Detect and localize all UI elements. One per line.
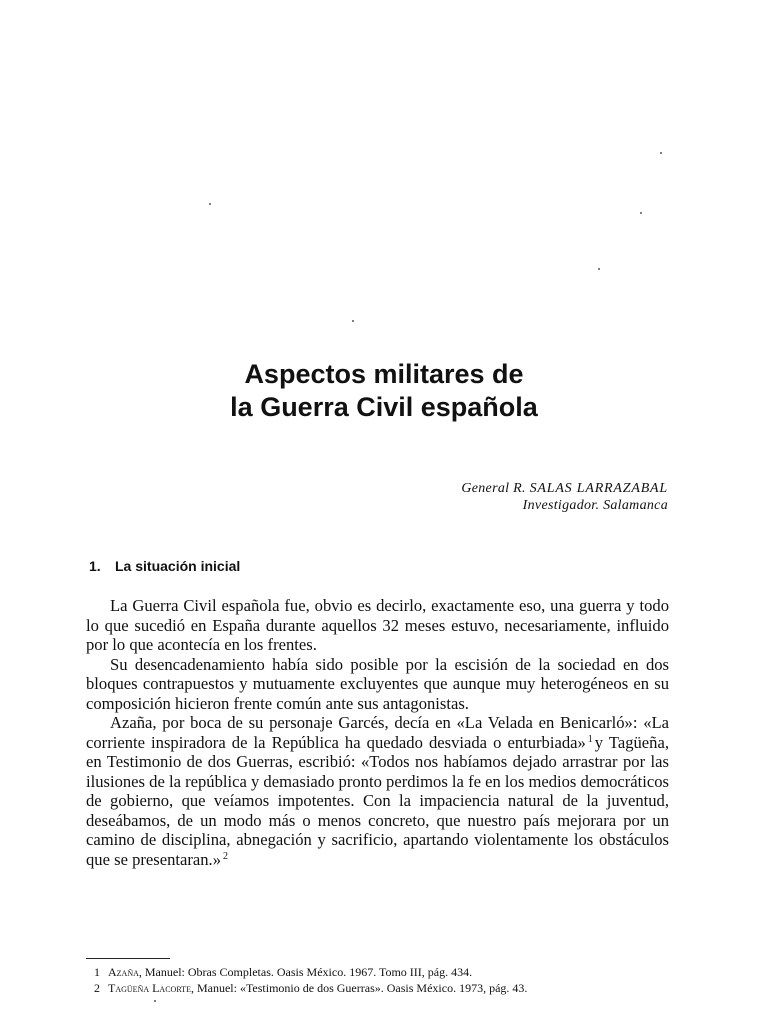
footnote-number: 1 — [94, 965, 100, 979]
author-affiliation: Investigador. Salamanca — [522, 498, 668, 513]
footnote — [86, 980, 686, 996]
section-heading — [89, 558, 240, 575]
scan-speck — [154, 1000, 156, 1002]
article-title-line-1: Aspectos militares de — [244, 359, 524, 389]
paragraph: Su desencadenamiento había sido posible por la escisión de la sociedad en dos bloques contrapuestos y mutuamente excluyentes que aunque muy heterogéneos en su composición hicieron frente común ante sus antagonistas. — [86, 654, 669, 713]
author-byline — [461, 480, 668, 514]
footnote-author: Tagüeña Lacorte — [108, 981, 191, 995]
footnotes — [86, 964, 686, 996]
scan-speck — [598, 268, 600, 270]
footnote-text: , Manuel: Obras Completas. Oasis México. 1967. Tomo III, pág. 434. — [138, 965, 473, 979]
article-title — [0, 358, 768, 424]
footnote-divider — [86, 958, 170, 959]
paragraph — [86, 713, 669, 869]
section-title: La situación inicial — [115, 558, 241, 574]
author-rank: General R. — [461, 481, 526, 496]
article-title-line-2: la Guerra Civil española — [230, 392, 538, 422]
body-text — [86, 596, 669, 869]
paragraph: La Guerra Civil española fue, obvio es decirlo, exactamente eso, una guerra y todo lo que sucedió en España durante aquellos 32 meses estuvo, necesariamente, influido por lo que acontecía en los frentes. — [86, 596, 669, 654]
footnote-reference[interactable]: 2 — [223, 850, 228, 862]
paragraph-text: y Tagüeña, en Testimonio de dos Guerras, escribió: «Todos nos habíamos dejado arrastrar por las ilusiones de la república y demasiado pronto perdimos la fe en los medios democráticos de gobierno, que veíamos impotentes. Con la impaciencia natural de la juventud, deseábamos, de un modo más o menos concreto, que nuestro país mejorara por un camino de disciplina, abnegación y sacrificio, apartando violentamente los obstáculos que se presentaran.» — [86, 732, 669, 869]
author-name: SALAS LARRAZABAL — [529, 481, 668, 496]
footnote — [86, 964, 686, 980]
scan-speck — [352, 320, 354, 322]
paragraph-text: Azaña, por boca de su personaje Garcés, decía en «La Velada en Benicarló»: «La corriente inspiradora de la República ha quedado desviada o enturbiada» — [86, 713, 669, 752]
footnote-reference[interactable]: 1 — [587, 733, 593, 745]
scan-speck — [660, 152, 662, 154]
footnote-author: Azaña — [108, 965, 139, 979]
scan-speck — [640, 212, 642, 214]
scan-speck — [209, 203, 211, 205]
author-line — [461, 480, 668, 497]
footnote-text: , Manuel: «Testimonio de dos Guerras». Oasis México. 1973, pág. 43. — [190, 981, 528, 995]
footnote-number: 2 — [94, 981, 100, 995]
section-number: 1. — [89, 558, 101, 574]
